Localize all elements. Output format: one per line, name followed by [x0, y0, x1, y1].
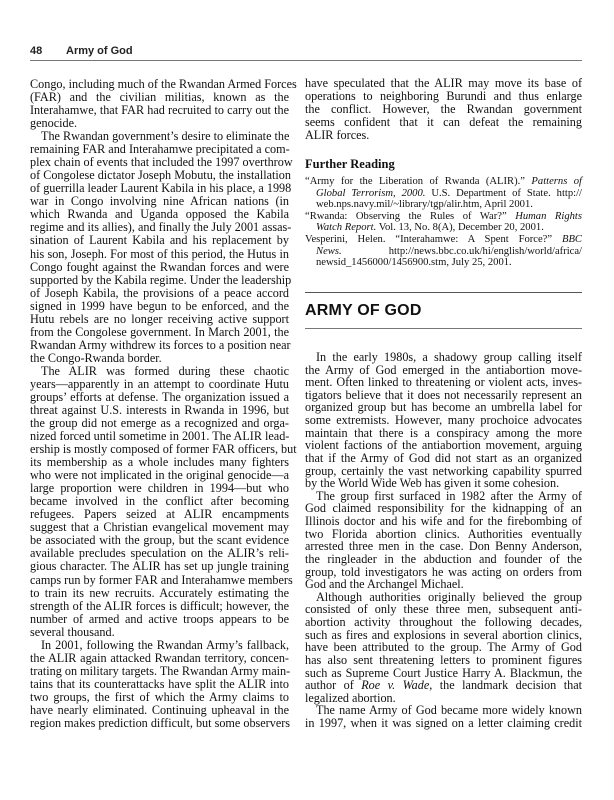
text-line: several thousand. — [30, 624, 115, 639]
text-line: to train its new recruits. Accurately estimating the — [30, 585, 289, 600]
right-column-continuation — [305, 77, 582, 147]
text-line: genocide. — [30, 116, 78, 131]
text-line — [305, 234, 582, 245]
text-segment: newsid_1456000/1456900.stm, July 25, 2001. — [316, 257, 512, 269]
text-line: ment. Often linked to threatening or violent acts, inves- — [305, 375, 582, 390]
text-line: In the early 1980s, a shadowy group calling itself — [316, 350, 582, 364]
text-line: two groups, the first of which the Army claims to — [30, 689, 289, 704]
text-line: plex chain of events that included the 1997 overthrow — [30, 155, 293, 170]
text-line: legalized abortion. — [305, 690, 396, 705]
italic-text: Watch Report. — [316, 222, 377, 234]
further-reading-list — [305, 176, 582, 276]
text-line: Congo, including much of the Rwandan Armed Forces — [30, 77, 297, 91]
text-line: in 1997, when it was signed on a letter claiming credit — [305, 715, 582, 730]
italic-text: News. — [316, 245, 342, 257]
text-segment: http://news.bbc.co.uk/hi/english/world/africa/ — [341, 245, 582, 257]
text-line: the conflict. However, the Rwandan government — [305, 102, 582, 117]
text-line: Rwandan Army withdrew its forces to a position near — [30, 337, 291, 352]
italic-text: Patterns of — [531, 176, 582, 187]
text-line: The ALIR was formed during these chaotic — [41, 363, 289, 378]
text-line: Interahamwe, that FAR had recruited to carry out the — [30, 103, 289, 118]
text-line: seems confident that it can defeat the remaining — [305, 115, 582, 130]
text-line — [305, 222, 582, 233]
left-column — [30, 77, 297, 738]
italic-text: Human Rights — [515, 210, 583, 222]
text-line: group, certainly the vast networking capability spurred — [305, 463, 582, 478]
text-line: tains that its counterattacks have split the ALIR into — [30, 676, 289, 691]
text-line — [305, 188, 582, 199]
text-segment: U.S. Department of State. http:// — [425, 187, 582, 199]
text-line: from the Congolese government. In March 2001, the — [30, 324, 289, 339]
section-body — [305, 351, 582, 731]
text-line: consisted of only these three men, subsequent anti- — [305, 602, 582, 617]
text-line: region makes prediction difficult, but some observers — [30, 715, 291, 730]
text-line: nized forced until sometime in 2001. The ALIR lead- — [30, 429, 290, 444]
section-bottom-rule — [305, 328, 582, 329]
text-line: The group first surfaced in 1982 after the Army of — [316, 488, 582, 503]
section-top-rule — [305, 292, 582, 293]
text-line: that if the Army of God did not start as an organized — [305, 450, 582, 465]
text-line: refugees. Papers seized at ALIR encampments — [30, 507, 289, 522]
text-line: some extremists. However, many prochoice advocates — [305, 413, 582, 428]
further-reading-heading: Further Reading — [305, 157, 395, 171]
text-line: such as fires and explosions in several abortion clinics, — [305, 627, 582, 642]
text-line: which Rwanda and Uganda opposed the Kabila — [30, 207, 289, 222]
text-line: suggest that a Christian evangelical movement may — [30, 520, 289, 535]
text-line: organized group but has become an umbrella label for — [305, 400, 582, 415]
text-line: the Army of God emerged in the antiabortion move- — [305, 362, 582, 377]
text-line: became involved in the conflict after becoming — [30, 494, 289, 509]
text-line: camps run by former FAR and Interahamwe members — [30, 572, 293, 587]
text-line: ALIR forces. — [305, 128, 370, 143]
text-line: the Congo-Rwanda border. — [30, 350, 162, 365]
text-line — [305, 257, 582, 268]
text-line: available precludes speculation on the ALIR’s reli- — [30, 546, 289, 561]
text-line: years—apparently in an attempt to coordinate Hutu — [30, 376, 289, 391]
running-title: Army of God — [66, 45, 133, 57]
text-line: group, told investigators he was acting on orders from — [305, 564, 582, 579]
text-line — [305, 211, 582, 222]
text-line: of guerrilla leader Laurent Kabila in his place, a 1998 — [30, 181, 292, 196]
text-line: be associated with the group, but the scant evidence — [30, 533, 289, 548]
text-line: remaining FAR and Interahamwe precipitated a com- — [30, 142, 290, 157]
header-rule — [30, 60, 582, 61]
text-line: threat against U.S. interests in Rwanda in 1996, but — [30, 403, 289, 417]
text-line: has also sent threatening letters to prominent figures — [305, 652, 582, 667]
text-line: large proportion were children in 1994—but who — [30, 481, 289, 496]
running-header — [30, 45, 133, 57]
text-line: war in Congo involving nine African nations (in — [30, 194, 289, 209]
text-segment: , the landmark decision that — [429, 678, 582, 693]
text-line: the group did not emerge as a recognized and orga- — [30, 416, 289, 431]
text-line: groups’ efforts at defense. The organization issued a — [30, 389, 289, 404]
text-line — [305, 176, 582, 187]
text-line: have been attributed to the group. The Army of God — [305, 640, 582, 655]
text-line: trating on military targets. The Rwandan Army main- — [30, 663, 291, 678]
text-line: Although authorities originally believed the group — [316, 589, 582, 604]
page-number: 48 — [30, 45, 43, 57]
text-line: who were not implicated in the original genocide—a — [30, 468, 289, 483]
text-line: arrested three men in the case. Don Benny Anderson, — [305, 539, 582, 554]
text-line: violent factions of the antiabortion movement, arguing — [305, 438, 582, 453]
text-line: (FAR) and the civilian militias, known as the — [30, 90, 289, 105]
text-line: In 2001, following the Rwandan Army’s fallback, — [41, 637, 289, 652]
text-line: The name Army of God became more widely known — [316, 703, 582, 718]
text-segment: “Rwanda: Observing the Rules of War?” — [305, 210, 516, 222]
text-line: of Congolese dictator Joseph Mobutu, the installation — [30, 168, 291, 183]
text-line: Illinois doctor and his wife and for the firebombing of — [305, 514, 582, 529]
text-line: regime and its allies), and finally the July 2001 assas- — [30, 220, 292, 235]
text-segment: author of — [305, 678, 362, 693]
text-line: tigators believe that it does not necessarily represent an — [305, 387, 582, 402]
text-line: of Joseph Kabila, the provisions of a peace accord — [30, 285, 289, 300]
text-line: Congo fought against the Rwandan forces and were — [30, 259, 289, 274]
text-segment: web.nps.navy.mil/~library/tgp/alir.htm, April 2001. — [316, 199, 533, 211]
text-line: his son, Joseph. For most of this period, the Hutus in — [30, 246, 289, 261]
text-line: operations to neighboring Burundi and thus enlarge — [305, 89, 582, 104]
text-line: maintain that there is a conspiracy among the more — [305, 425, 582, 440]
text-line: the ringleader in the abduction and founder of the — [305, 551, 582, 566]
text-line: God claimed responsibility for the kidnapping of an — [305, 501, 582, 516]
italic-text: BBC — [561, 234, 582, 245]
text-line: God and the Archangel Michael. — [305, 577, 464, 592]
text-line: ership is mostly composed of former FAR officers, but — [30, 442, 297, 457]
text-segment: Vol. 13, No. 8(A), December 20, 2001. — [376, 222, 544, 234]
text-line: number of armed and active troops appears to be — [30, 611, 289, 626]
italic-text: Roe v. Wade — [361, 678, 430, 693]
text-line: abortion activity throughout the following decades, — [305, 615, 582, 630]
text-line: strength of the ALIR forces is difficult; however, the — [30, 598, 289, 613]
section-title: ARMY OF GOD — [305, 302, 422, 319]
text-line: by the World Wide Web has given it some cohesion. — [305, 476, 560, 491]
italic-text: Global Terrorism, 2000. — [316, 187, 426, 199]
text-line: supported by the Kabila regime. Under the leadership — [30, 272, 292, 287]
text-line: have speculated that the ALIR may move its base of — [305, 76, 582, 90]
text-line: The Rwandan government’s desire to eliminate the — [41, 129, 290, 144]
text-line: the ALIR again attacked Rwandan territory, concen- — [30, 650, 289, 665]
text-segment: Vesperini, Helen. “Interahamwe: A Spent Force?” — [305, 234, 562, 245]
text-line: signed in 1999 have begun to be enforced, and the — [30, 298, 289, 313]
text-line — [305, 246, 582, 257]
text-line: two Florida abortion clinics. Authorities eventually — [305, 526, 582, 541]
text-line: have nearly eliminated. Continuing upheaval in the — [30, 702, 289, 717]
text-line — [305, 199, 582, 210]
text-line: such as Supreme Court Justice Harry A. Blackmun, the — [305, 665, 582, 680]
text-line: sination of Laurent Kabila and his replacement by — [30, 233, 289, 248]
text-line: Hutu rebels are no longer receiving active support — [30, 311, 289, 326]
text-line: gious character. The ALIR has set up jungle training — [30, 559, 289, 574]
text-line: its membership as a whole includes many fighters — [30, 455, 289, 470]
text-segment: “Army for the Liberation of Rwanda (ALIR).” — [305, 176, 532, 187]
